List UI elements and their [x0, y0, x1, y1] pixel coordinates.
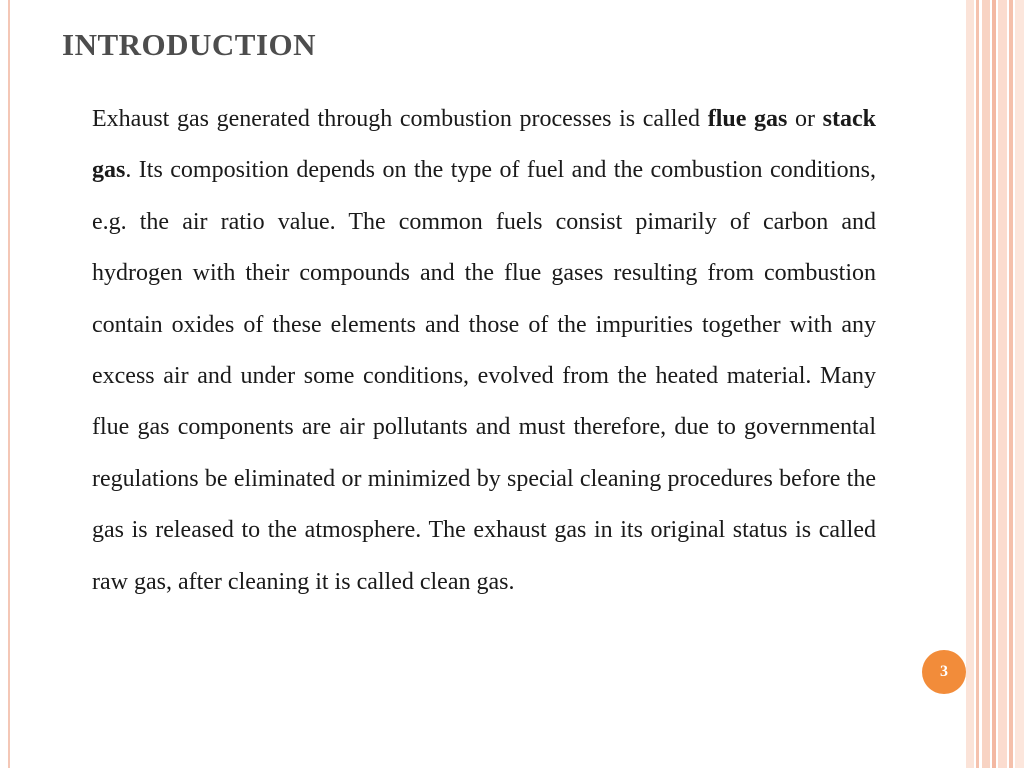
decorative-stripe	[998, 0, 1007, 768]
term-flue-gas: flue gas	[707, 106, 788, 132]
term-stack-gas: stack gas	[92, 106, 876, 184]
paragraph-text: . Its composition depends on the type of fuel and the combustion conditions, e.g. the air ratio value. The common fuels consist pimarily of carbon and hydrogen with their compounds and the flue gases resulting from combustion contain oxides of these elements and those of the impurities together with any excess air and under some conditions, evolved from the heated material. Many flue gas components are air pollutants and must therefore, due to governmental regulations be eliminated or minimized by special cleaning procedures before the gas is released to the atmosphere. The exhaust gas in its original status is called raw gas, after cleaning it is called clean gas.	[92, 157, 876, 595]
decorative-stripe	[1015, 0, 1024, 768]
paragraph-text: or	[787, 106, 823, 132]
paragraph-text: Exhaust gas generated through combustion processes is called	[92, 106, 708, 132]
decorative-stripe	[982, 0, 990, 768]
left-border-line	[8, 0, 10, 768]
decorative-stripe	[1009, 0, 1013, 768]
slide-title: INTRODUCTION	[62, 27, 317, 62]
body-paragraph	[92, 94, 876, 608]
decorative-stripe	[992, 0, 996, 768]
decorative-stripe	[976, 0, 979, 768]
page-number: 3	[940, 663, 948, 680]
decorative-stripe	[966, 0, 974, 768]
page-number-badge	[922, 650, 966, 694]
